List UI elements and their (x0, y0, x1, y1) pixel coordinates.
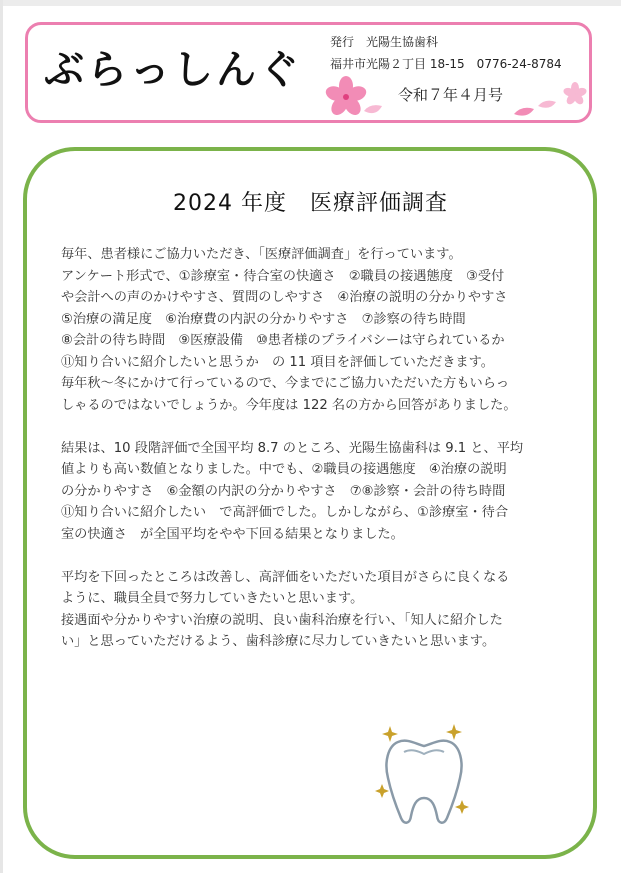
paragraph-line: 値よりも高い数値となりました。中でも、②職員の接遇態度 ④治療の説明 (61, 462, 507, 477)
paragraph-line: ⑪知り合いに紹介したいと思うか の 11 項目を評価していただきます。 (61, 354, 494, 370)
article-paragraph (61, 567, 561, 653)
article-paragraph (61, 244, 561, 416)
cherry-blossom-icon (512, 104, 536, 120)
address-line: 福井市光陽２丁目 18-15 0776-24-8784 (330, 57, 562, 71)
paragraph-line: い」と思っていただけるよう、歯科診療に尽力していきたいと思います。 (61, 634, 496, 649)
tooth-icon (374, 722, 474, 832)
paragraph-line: 平均を下回ったところは改善し、高評価をいただいた項目がさらに良くなる (61, 569, 510, 585)
paragraph-line: ⑤治療の満足度 ⑥治療費の内訳の分かりやすさ ⑦診察の待ち時間 (61, 311, 466, 327)
publisher-line: 発行 光陽生協歯科 (330, 35, 439, 49)
paragraph-line: アンケート形式で、①診療室・待合室の快適さ ②職員の接遇態度 ③受付 (61, 268, 505, 284)
paragraph-line: 結果は、10 段階評価で全国平均 8.7 のところ、光陽生協歯科は 9.1 と、平均 (61, 440, 524, 456)
cherry-blossom-icon (562, 81, 588, 107)
paragraph-line: 接遇面や分かりやすい治療の説明、良い歯科治療を行い、「知人に紹介した (61, 612, 503, 628)
publisher-info (330, 31, 562, 75)
paragraph-line: 室の快適さ が全国平均をやや下回る結果となりました。 (61, 526, 404, 542)
paragraph-line: 毎年、患者様にご協力いただき、「医療評価調査」を行っています。 (61, 247, 462, 262)
paragraph-line: や会計への声のかけやすさ、質問のしやすさ ④治療の説明の分かりやすさ (61, 290, 508, 305)
paragraph-line: ように、職員全員で努力していきたいと思います。 (61, 591, 364, 606)
article-paragraph (61, 438, 561, 546)
paragraph-line: 毎年秋～冬にかけて行っているので、今までにご協力いただいた方もいらっ (61, 376, 510, 391)
paragraph-line: ⑪知り合いに紹介したい で高評価でした。しかしながら、①診療室・待合 (61, 505, 509, 520)
issue-date: 令和７年４月号 (398, 86, 504, 104)
paragraph-line: ⑧会計の待ち時間 ⑨医療設備 ⑩患者様のプライバシーは守られているか (61, 333, 505, 348)
page-left-edge (0, 0, 3, 873)
page-top-edge (0, 0, 621, 6)
cherry-blossom-icon (537, 98, 557, 112)
cherry-blossom-icon (362, 103, 384, 119)
article-body (61, 244, 561, 653)
article-title: 2024 年度 医療評価調査 (173, 191, 448, 216)
paragraph-line: しゃるのではないでしょうか。今年度は 122 名の方から回答がありました。 (61, 397, 517, 413)
newsletter-masthead: ぶらっしんぐ (44, 47, 302, 93)
paragraph-line: の分かりやすさ ⑥金額の内訳の分かりやすさ ⑦⑧診察・会計の待ち時間 (61, 483, 506, 499)
